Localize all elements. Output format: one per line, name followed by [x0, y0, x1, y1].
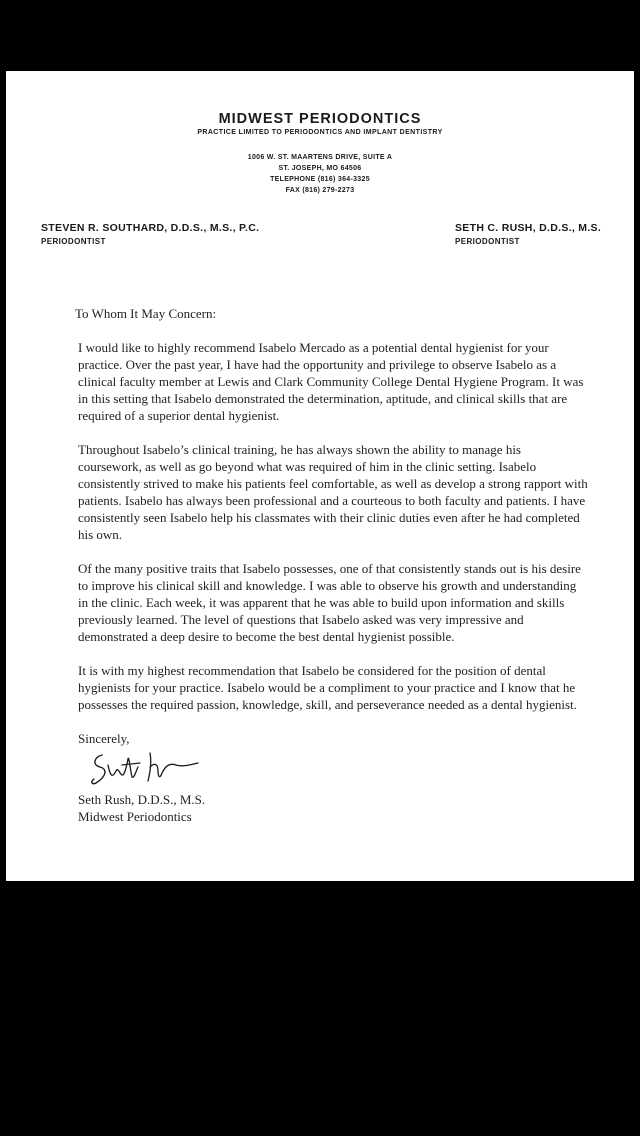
paragraph: It is with my highest recommendation that Isabelo be considered for the position of dental hygienists for your practice. Isabelo would be a compliment to your practice and I know that he possesses the required passion, knowledge, skill, and perseverance needed as a dental hygienist. [78, 663, 577, 712]
doctor-name: SETH C. RUSH, D.D.S., M.S. [455, 222, 602, 234]
practice-name: MIDWEST PERIODONTICS [218, 111, 422, 127]
letterhead [6, 111, 634, 196]
address-line: TELEPHONE (816) 364-3325 [270, 176, 370, 183]
doctor-right [455, 222, 601, 246]
paragraph: Throughout Isabelo’s clinical training, he has always shown the ability to manage his coursework, as well as go beyond what was required of him in the clinic setting. Isabelo consistently strived to make his patients feel comfortable, as well as develop a strong rapport with patients. Isabelo has always been professional and a courteous to both faculty and patients. I have consistently seen Isabelo help his classmates with their clinic duties even after he had completed his own. [78, 442, 588, 542]
address-line: ST. JOSEPH, MO 64506 [278, 165, 362, 172]
closing: Sincerely, [78, 731, 130, 746]
salutation: To Whom It May Concern: [75, 306, 217, 321]
paragraph: Of the many positive traits that Isabelo possesses, one of that consistently stands out is his desire to improve his clinical skill and knowledge. I was able to observe his growth and understanding in the clinic. Each week, it was apparent that he was able to build upon information and skills previously learned. The level of questions that Isabelo asked was very impressive and demonstrated a deep desire to become the best dental hygienist possible. [78, 561, 581, 644]
doctor-left [41, 222, 259, 246]
doctor-title: PERIODONTIST [455, 237, 520, 246]
doctor-name: STEVEN R. SOUTHARD, D.D.S., M.S., P.C. [41, 222, 260, 234]
paragraph: I would like to highly recommend Isabelo Mercado as a potential dental hygienist for your practice. Over the past year, I have had the opportunity and privilege to observe Isabelo as a clinical faculty member at Lewis and Clark Community College Dental Hygiene Program. It was in this setting that Isabelo demonstrated the determination, aptitude, and clinical skills that are required of a superior dental hygienist. [78, 340, 584, 423]
signer-name: Seth Rush, D.D.S., M.S. [78, 792, 206, 807]
doctor-title: PERIODONTIST [41, 237, 106, 246]
letter-body [75, 305, 588, 825]
practice-tagline: PRACTICE LIMITED TO PERIODONTICS AND IMPLANT DENTISTRY [197, 129, 443, 136]
signer-organization: Midwest Periodontics [78, 809, 192, 824]
letter-page [6, 71, 634, 881]
address-line: FAX (816) 279-2273 [285, 187, 355, 194]
signature [88, 749, 208, 789]
address-line: 1006 W. ST. MAARTENS DRIVE, SUITE A [247, 154, 393, 161]
